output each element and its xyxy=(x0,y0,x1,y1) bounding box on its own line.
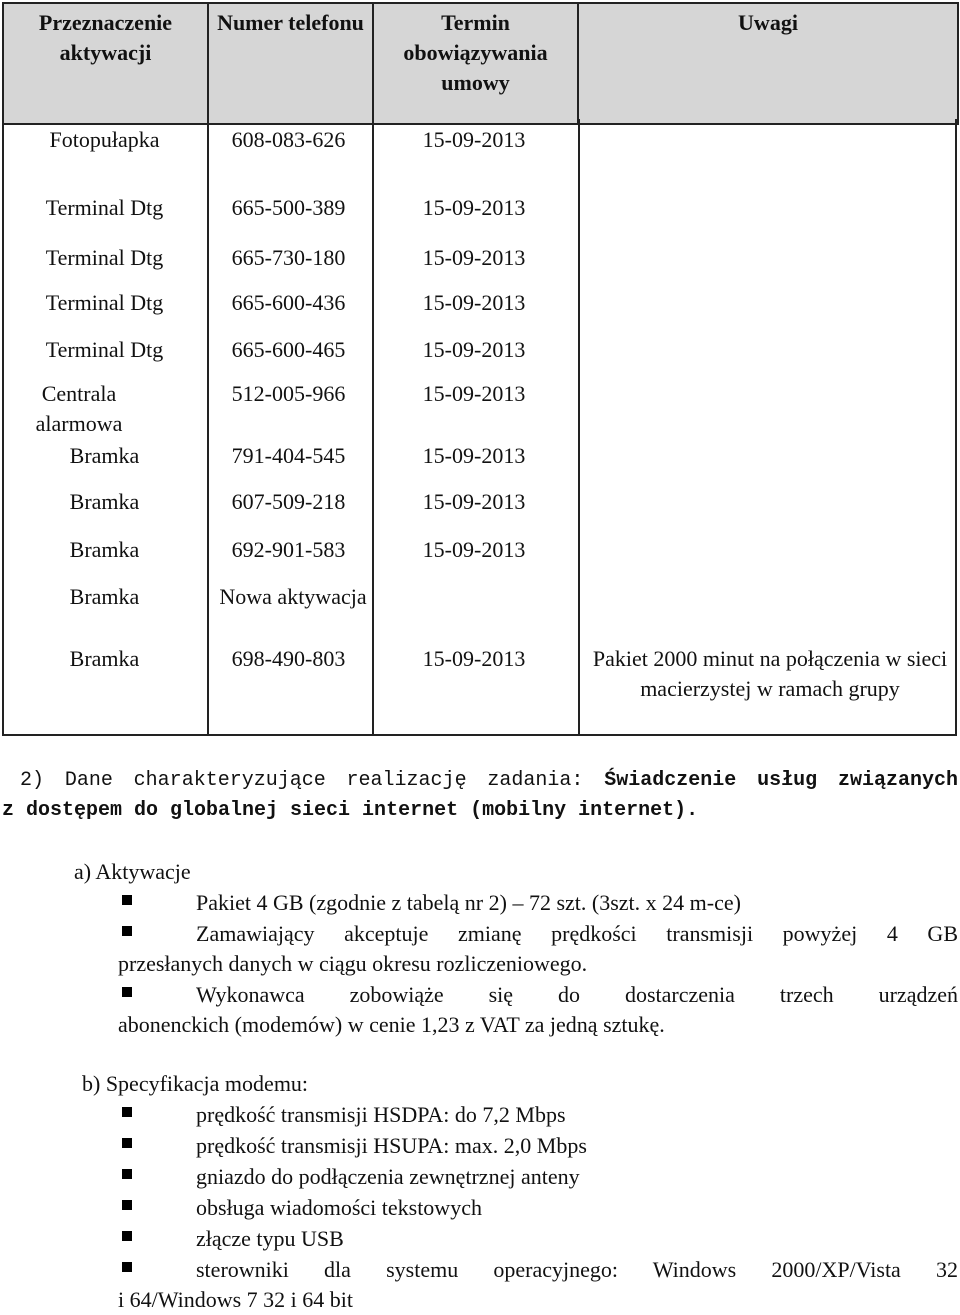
activation-table xyxy=(2,2,959,125)
header-notes: Uwagi xyxy=(578,3,958,124)
cell-phone: 791-404-545 xyxy=(231,443,346,468)
section-2-title-part1: Świadczenie usług związanych xyxy=(604,769,958,792)
cell-purpose: Bramka xyxy=(69,537,140,562)
cell-term: 15-09-2013 xyxy=(422,195,526,220)
cell-term: 15-09-2013 xyxy=(422,646,526,671)
cell-purpose: Fotopułapka xyxy=(49,127,160,152)
cell-phone: 665-730-180 xyxy=(231,245,346,270)
cell-purpose: Centrala alarmowa xyxy=(35,381,123,436)
list-item: prędkość transmisji HSDPA: do 7,2 Mbps xyxy=(196,1102,566,1127)
section-b-heading: b) Specyfikacja modemu: xyxy=(82,1071,309,1096)
cell-term: 15-09-2013 xyxy=(422,537,526,562)
cell-term: 15-09-2013 xyxy=(422,381,526,406)
cell-purpose: Terminal Dtg xyxy=(45,290,164,315)
cell-purpose: Terminal Dtg xyxy=(45,245,164,270)
cell-term: 15-09-2013 xyxy=(422,127,526,152)
bullet-icon xyxy=(122,1107,132,1117)
bullet-icon xyxy=(122,987,132,997)
cell-purpose: Terminal Dtg xyxy=(45,195,164,220)
cell-phone: 665-600-436 xyxy=(231,290,346,315)
list-item: obsługa wiadomości tekstowych xyxy=(196,1195,482,1220)
cell-phone: 512-005-966 xyxy=(231,381,346,406)
section-2-prefix: 2) Dane charakteryzujące realizację zadania: xyxy=(20,769,584,792)
cell-phone: 665-600-465 xyxy=(231,337,346,362)
cell-term: 15-09-2013 xyxy=(422,290,526,315)
list-item: Wykonawca zobowiąże się do dostarczenia trzech urządzeń xyxy=(196,982,958,1007)
section-2-title-part2: z dostępem do globalnej sieci internet (mobilny internet). xyxy=(2,799,699,822)
bullet-icon xyxy=(122,1138,132,1148)
list-item: Zamawiający akceptuje zmianę prędkości transmisji powyżej 4 GB xyxy=(196,921,958,946)
cell-term: 15-09-2013 xyxy=(422,489,526,514)
cell-purpose: Bramka xyxy=(69,646,140,671)
cell-phone: 665-500-389 xyxy=(231,195,346,220)
cell-notes: Pakiet 2000 minut na połączenia w sieci macierzystej w ramach grupy xyxy=(592,646,948,701)
cell-phone: 692-901-583 xyxy=(231,537,346,562)
cell-term: 15-09-2013 xyxy=(422,443,526,468)
cell-term: 15-09-2013 xyxy=(422,245,526,270)
cell-phone: 608-083-626 xyxy=(231,127,346,152)
cell-purpose: Bramka xyxy=(69,489,140,514)
list-item-continuation: przesłanych danych w ciągu okresu rozliczeniowego. xyxy=(118,951,588,976)
bullet-icon xyxy=(122,1231,132,1241)
cell-phone: 607-509-218 xyxy=(231,489,346,514)
cell-phone: 698-490-803 xyxy=(231,646,346,671)
cell-phone: Nowa aktywacja xyxy=(219,584,367,609)
list-item: gniazdo do podłączenia zewnętrznej anteny xyxy=(196,1164,580,1189)
cell-purpose: Bramka xyxy=(69,443,140,468)
section-a-heading: a) Aktywacje xyxy=(74,859,191,884)
cell-purpose: Bramka xyxy=(69,584,140,609)
list-item: złącze typu USB xyxy=(196,1226,344,1251)
list-item: Pakiet 4 GB (zgodnie z tabelą nr 2) – 72 szt. (3szt. x 24 m-ce) xyxy=(196,890,741,915)
bullet-icon xyxy=(122,926,132,936)
list-item: prędkość transmisji HSUPA: max. 2,0 Mbps xyxy=(196,1133,587,1158)
header-phone: Numer telefonu xyxy=(208,3,373,124)
bullet-icon xyxy=(122,1200,132,1210)
bullet-icon xyxy=(122,1169,132,1179)
cell-purpose: Terminal Dtg xyxy=(45,337,164,362)
list-item: sterowniki dla systemu operacyjnego: Windows 2000/XP/Vista 32 xyxy=(196,1257,958,1282)
section-2-heading xyxy=(2,766,958,826)
bullet-icon xyxy=(122,1262,132,1272)
bullet-icon xyxy=(122,895,132,905)
cell-term: 15-09-2013 xyxy=(422,337,526,362)
table-header-row xyxy=(3,3,958,124)
list-item-continuation: abonenckich (modemów) w cenie 1,23 z VAT za jedną sztukę. xyxy=(118,1012,665,1037)
header-purpose: Przeznaczenie aktywacji xyxy=(3,3,208,124)
header-term: Termin obowiązywania umowy xyxy=(373,3,578,124)
list-item-continuation: i 64/Windows 7 32 i 64 bit xyxy=(118,1287,354,1312)
